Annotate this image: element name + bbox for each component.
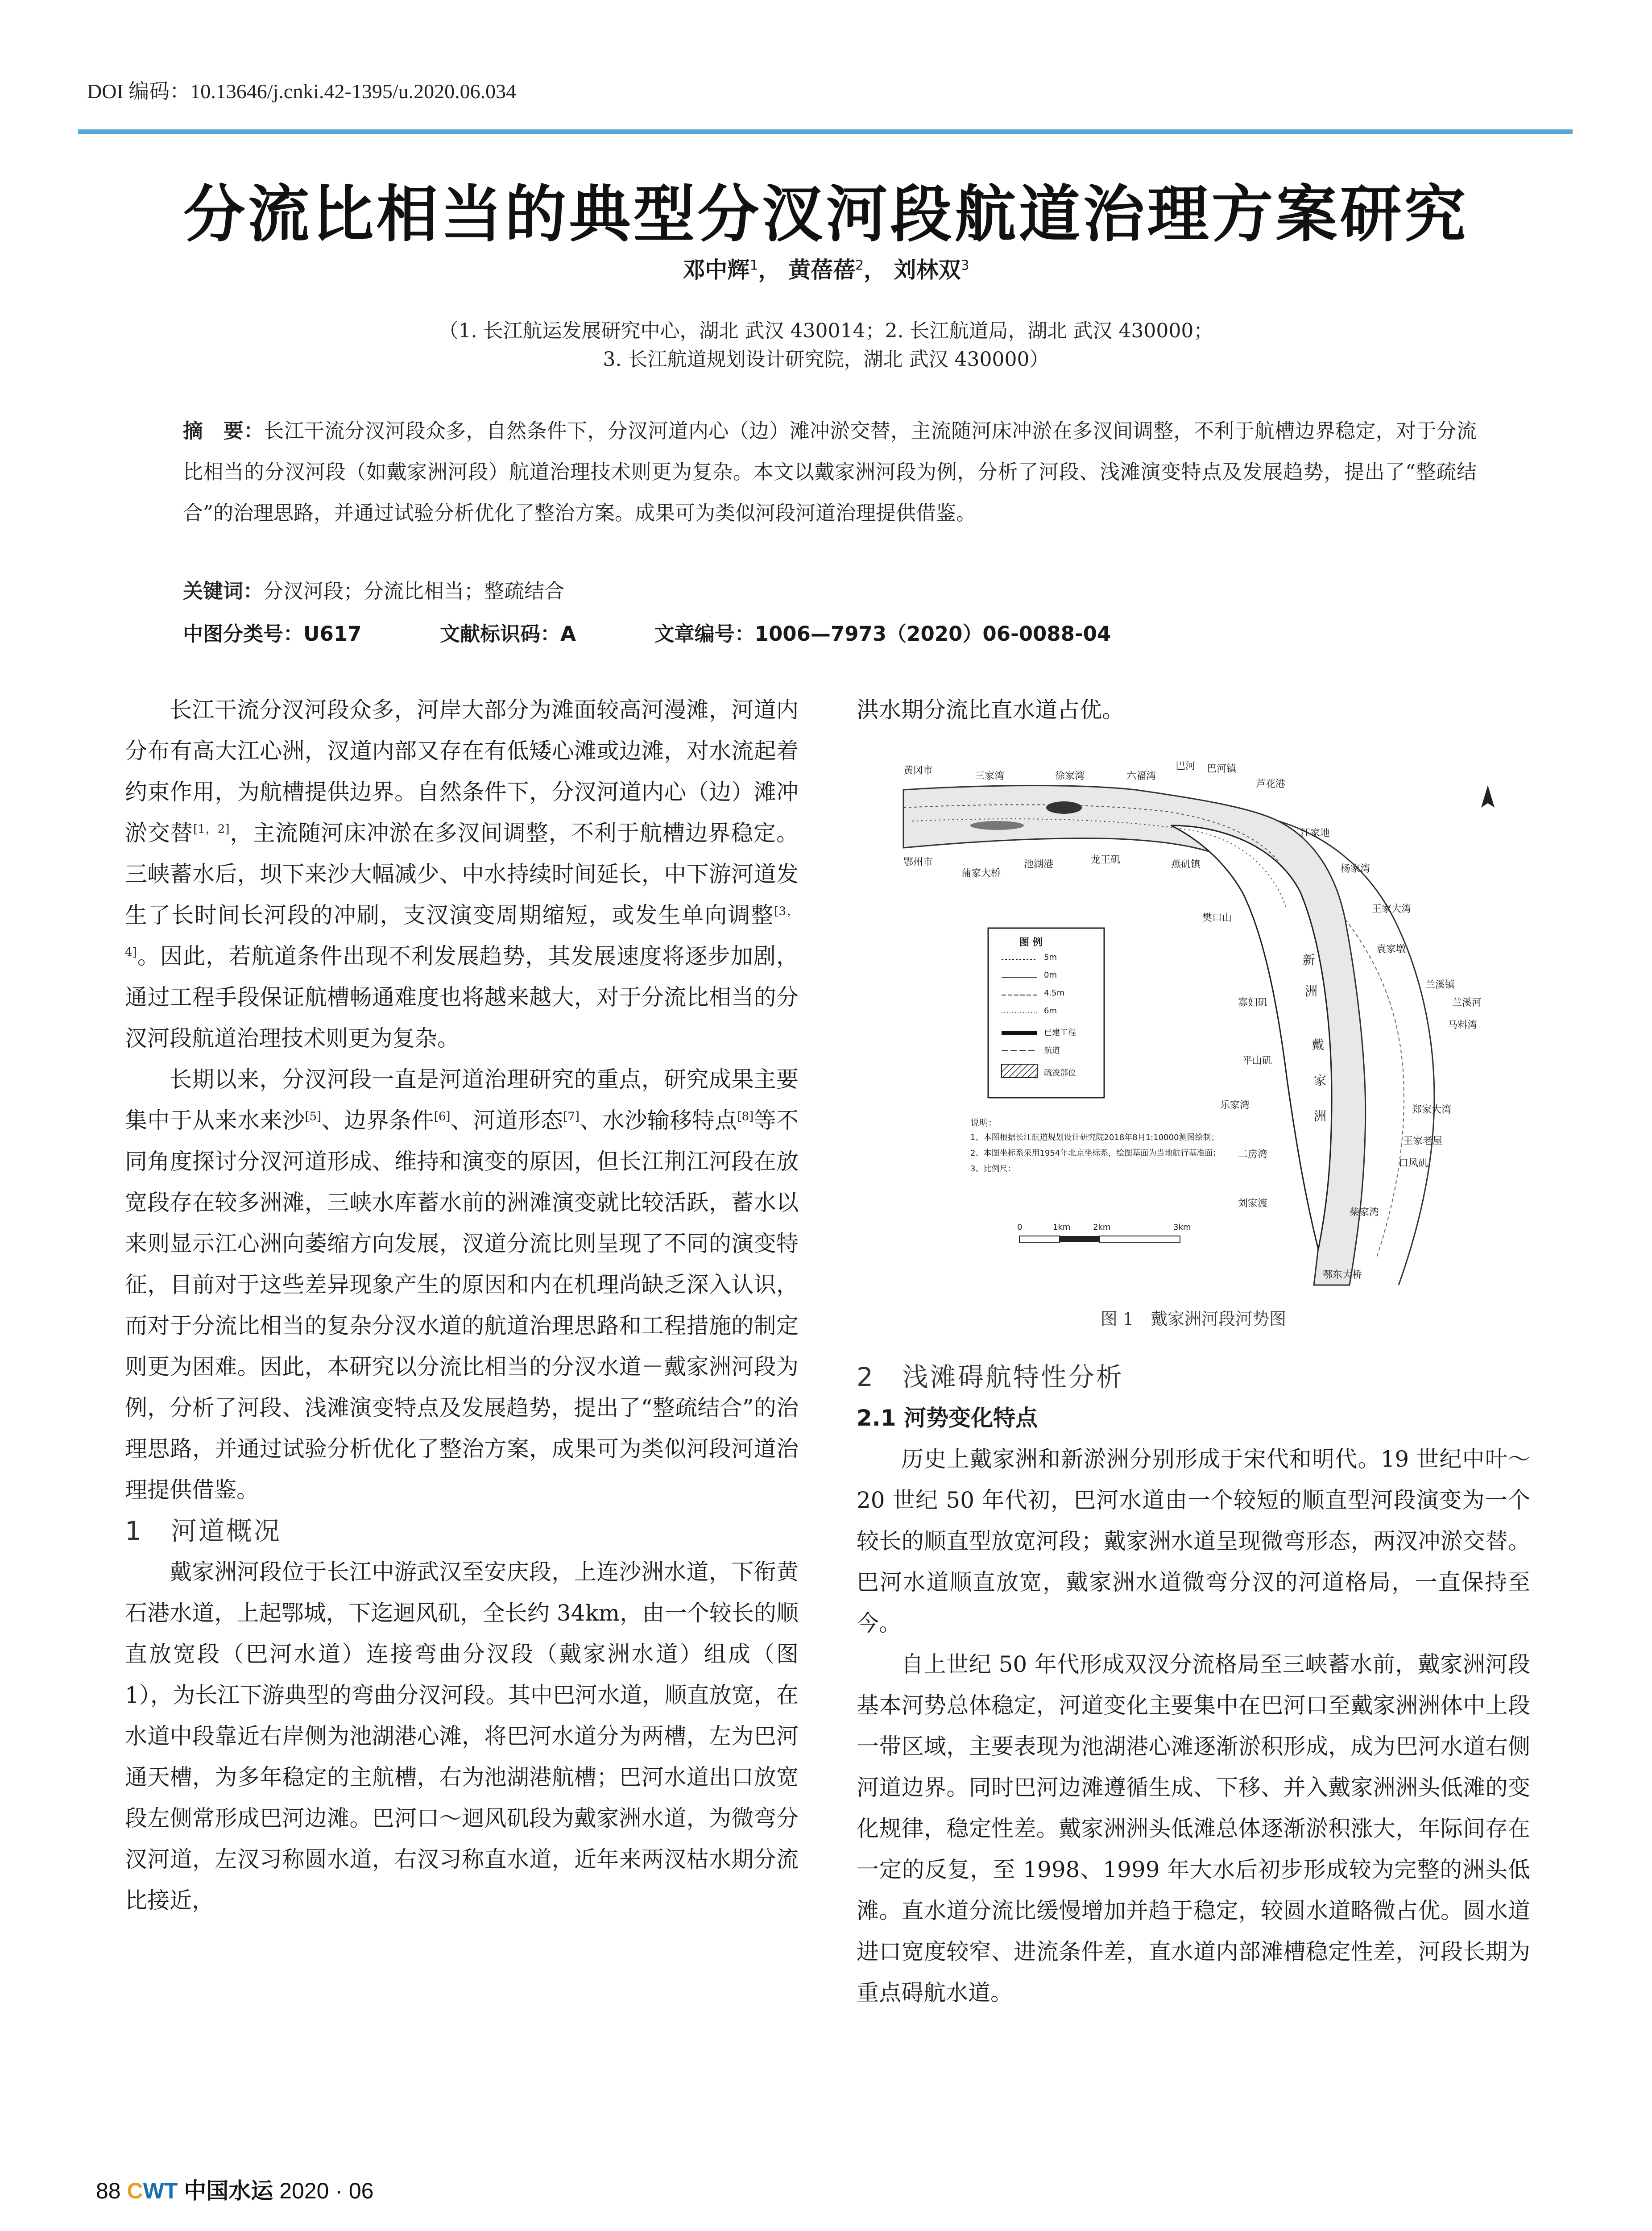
map-label: 袁家墩 <box>1376 944 1406 955</box>
section-heading: 2 浅滩碍航特性分析 <box>857 1362 1124 1392</box>
map-label: 乐家湾 <box>1220 1100 1250 1111</box>
author-name: 刘林双 <box>894 257 961 283</box>
map-label: 六福湾 <box>1126 771 1156 782</box>
island-label: 戴 <box>1312 1037 1325 1052</box>
citation: [6] <box>434 1110 451 1124</box>
paragraph: 历史上戴家洲和新淤洲分别形成于宋代和明代。19 世纪中叶～ 20 世纪 50 年代初，巴河水道由一个较短的顺直型河段演变为一个较长的顺直型放宽河段；戴家洲水道呈现微弯形态，两汊冲淤交替。巴河水道顺直放宽，戴家洲水道微弯分汊的河道格局，一直保持至今。 <box>857 1446 1530 1636</box>
legend-item: 4.5m <box>1044 988 1065 998</box>
citation: [5] <box>305 1110 322 1124</box>
abstract <box>183 411 1477 534</box>
map-label: 黄冈市 <box>903 765 933 776</box>
map-note: 3、比例尺： <box>970 1164 1016 1174</box>
map-note: 2、本图坐标系采用1954年北京坐标系，绘图基面为当地航行基准面； <box>970 1149 1221 1158</box>
map-label: 芦花港 <box>1256 779 1286 790</box>
doi-line: DOI 编码：10.13646/j.cnki.42-1395/u.2020.06.034 <box>87 80 517 103</box>
river-map-figure <box>886 759 1524 1294</box>
affiliations <box>0 317 1652 374</box>
map-label: 池湖港 <box>1024 859 1054 870</box>
keywords-text: 分汊河段；分流比相当；整疏结合 <box>263 579 565 603</box>
author-list: 邓中辉$^1$， 黄蓓蓓$^2$， 刘林双$^3$ <box>683 257 969 283</box>
right-column <box>857 689 1530 730</box>
scale-label: 2km <box>1093 1223 1111 1232</box>
map-note: 1、本图根据长江航道规划设计研究院2018年8月1:10000测图绘制； <box>970 1133 1219 1142</box>
map-label: 樊口山 <box>1202 912 1232 924</box>
author-sup: 2 <box>855 257 864 274</box>
island-label: 家 <box>1314 1073 1327 1088</box>
document-code: 文献标识码：A <box>440 622 576 646</box>
paragraph: 长期以来，分汊河段一直是河道治理研究的重点，研究成果主要集中于从来水来沙[5]、边界条件[6]、河道形态[7]、水沙输移特点[8]等不同角度探讨分汊河道形成、维持和演变的原因，但长江荆江河段在放宽段存在较多洲滩，三峡水库蓄水前的洲滩演变就比较活跃，蓄水以来则显示江心洲向萎缩方向发展，汊道分流比则呈现了不同的演变特征，目前对于这些差异现象产生的原因和内在机理尚缺乏深入认识，而对于分流比相当的复杂分汊水道的航道治理思路和工程措施的制定则更为困难。因此，本研究以分流比相当的分汊水道－戴家洲河段为例，分析了河段、浅滩演变特点及发展趋势，提出了“整疏结合”的治理思路，并通过试验分析优化了整治方案，成果可为类似河段河道治理提供借鉴。 <box>125 1066 799 1503</box>
scale-label: 0 <box>1017 1223 1023 1232</box>
subsection-heading: 2.1 河势变化特点 <box>857 1405 1038 1431</box>
map-label: 杨家湾 <box>1341 863 1370 875</box>
map-label: 马料湾 <box>1448 1020 1478 1031</box>
section-heading: 1 河道概况 <box>125 1516 282 1546</box>
legend-item: 6m <box>1044 1006 1057 1016</box>
map-label: 巴河镇 <box>1207 763 1237 775</box>
paper-title: 分流比相当的典型分汊河段航道治理方案研究 <box>183 178 1469 250</box>
legend-item: 疏浚部位 <box>1044 1068 1076 1078</box>
river-map <box>886 759 1524 1294</box>
map-label: 平山矶 <box>1242 1055 1272 1066</box>
article-number: 文章编号：1006—7973（2020）06-0088-04 <box>654 622 1111 646</box>
legend-item: 已建工程 <box>1044 1028 1076 1037</box>
keywords-label: 关键词： <box>183 579 264 603</box>
legend-title: 图 例 <box>1019 937 1043 948</box>
classification-line <box>183 618 1182 647</box>
paragraph: 戴家洲河段位于长江中游武汉至安庆段，上连沙洲水道，下衔黄石港水道，上起鄂城，下迄迴风矶，全长约 34km，由一个较长的顺直放宽段（巴河水道）连接弯曲分汊段（戴家洲水道）组成（图 1），为长江下游典型的弯曲分汊河段。其中巴河水道，顺直放宽，在水道中段靠近右岸侧为池湖港心滩，将巴河水道分为两槽，左为巴河通天槽，为多年稳定的主航槽，右为池湖港航槽；巴河水道出口放宽段左侧常形成巴河边滩。巴河口～迴风矶段为戴家洲水道，为微弯分汊河道，左汊习称圆水道，右汊习称直水道，近年来两汊枯水期分流比接近， <box>125 1559 799 1913</box>
journal-logo-wt: WT <box>143 2178 178 2203</box>
figure-caption: 图 1 戴家洲河段河势图 <box>1100 1309 1287 1329</box>
map-label: 柴家湾 <box>1350 1207 1379 1218</box>
citation: [7] <box>563 1110 580 1124</box>
page-number: 88 <box>96 2178 121 2203</box>
map-label: 口风矶 <box>1399 1158 1428 1169</box>
legend-item: 5m <box>1044 953 1057 962</box>
map-notes-title: 说明： <box>970 1117 997 1128</box>
legend-item: 0m <box>1044 970 1057 980</box>
paragraph: 自上世纪 50 年代形成双汊分流格局至三峡蓄水前，戴家洲河段基本河势总体稳定，河道变化主要集中在巴河口至戴家洲洲体中上段一带区域，主要表现为池湖港心滩逐渐淤积形成，成为巴河水道右侧河道边界。同时巴河边滩遵循生成、下移、并入戴家洲洲头低滩的变化规律，稳定性差。戴家洲洲头低滩总体逐渐淤积涨大，年际间存在一定的反复，至 1998、1999 年大水后初步形成较为完整的洲头低滩。直水道分流比缓慢增加并趋于稳定，较圆水道略微占优。圆水道进口宽度较窄、进流条件差，直水道内部滩槽稳定性差，河段长期为重点碍航水道。 <box>857 1651 1530 2006</box>
map-label: 蒲家大桥 <box>961 868 1001 879</box>
affiliation-line: （1. 长江航运发展研究中心，湖北 武汉 430014；2. 长江航道局，湖北 武汉 430000； <box>439 319 1213 342</box>
legend-item: 航道 <box>1044 1046 1060 1055</box>
island-label: 洲 <box>1305 984 1318 999</box>
citation: [3，4] <box>125 904 799 959</box>
journal-logo-c: C <box>127 2178 143 2203</box>
scale-label: 1km <box>1053 1223 1071 1232</box>
map-label: 王家大湾 <box>1372 904 1412 915</box>
right-column-body <box>857 1356 1530 2013</box>
map-label: 兰溪镇 <box>1425 979 1455 991</box>
map-label: 寡妇矶 <box>1238 997 1268 1008</box>
abstract-label: 摘 要： <box>183 419 264 443</box>
page-footer <box>96 2173 373 2205</box>
abstract-text: 长江干流分汊河段众多，自然条件下，分汊河道内心（边）滩冲淤交替，主流随河床冲淤在多汊间调整，不利于航槽边界稳定，对于分流比相当的分汊河段（如戴家洲河段）航道治理技术则更为复杂。本文以戴家洲河段为例，分析了河段、浅滩演变特点及发展趋势，提出了“整疏结合”的治理思路，并通过试验分析优化了整治方案。成果可为类似河段河道治理提供借鉴。 <box>183 419 1477 525</box>
map-label: 兰溪河 <box>1452 997 1482 1008</box>
map-label: 江家地 <box>1300 828 1330 839</box>
map-label: 三家湾 <box>975 771 1005 782</box>
island-label: 洲 <box>1314 1109 1327 1124</box>
map-label: 二房湾 <box>1238 1149 1268 1160</box>
author-sup: 1 <box>749 257 758 274</box>
map-label: 郑家大湾 <box>1412 1104 1452 1116</box>
paragraph: 长江干流分汊河段众多，河岸大部分为滩面较高河漫滩，河道内分布有高大江心洲，汊道内部又存在有低矮心滩或边滩，对水流起着约束作用，为航槽提供边界。自然条件下，分汊河道内心（边）滩冲淤交替[1，2]，主流随河床冲淤在多汊间调整，不利于航槽边界稳定。三峡蓄水后，坝下来沙大幅减少、中水持续时间延长，中下游河道发生了长时间长河段的冲刷，支汊演变周期缩短，或发生单向调整[3，4]。因此，若航道条件出现不利发展趋势，其发展速度将逐步加剧，通过工程手段保证航槽畅通难度也将越来越大，对于分流比相当的分汊河段航道治理技术则更为复杂。 <box>125 697 799 1051</box>
map-label: 徐家湾 <box>1055 771 1085 782</box>
issue-label: 2020 · 06 <box>279 2178 374 2203</box>
citation: [8] <box>737 1110 754 1124</box>
affiliation-line: 3. 长江航道规划设计研究院，湖北 武汉 430000） <box>603 348 1049 371</box>
map-label: 鄂东大桥 <box>1323 1269 1362 1281</box>
island-label: 新 <box>1303 953 1316 967</box>
map-label: 燕矶镇 <box>1171 859 1201 870</box>
journal-name: 中国水运 <box>184 2178 273 2204</box>
citation: [1，2] <box>193 822 230 836</box>
map-label: 王家老屋 <box>1403 1136 1443 1147</box>
scale-label: 3km <box>1173 1223 1191 1232</box>
paragraph: 洪水期分流比直水道占优。 <box>857 697 1124 723</box>
author-name: 黄蓓蓓 <box>788 257 855 283</box>
keywords <box>183 575 564 604</box>
map-label: 鄂州市 <box>903 857 933 868</box>
author-sup: 3 <box>961 257 969 274</box>
map-label: 巴河 <box>1176 761 1196 772</box>
author-name: 邓中辉 <box>683 257 750 283</box>
map-label: 刘家渡 <box>1238 1198 1268 1209</box>
left-column <box>125 689 799 1921</box>
clc-number: 中图分类号：U617 <box>183 622 362 646</box>
map-label: 龙王矶 <box>1091 854 1121 866</box>
header-rule <box>78 129 1573 134</box>
